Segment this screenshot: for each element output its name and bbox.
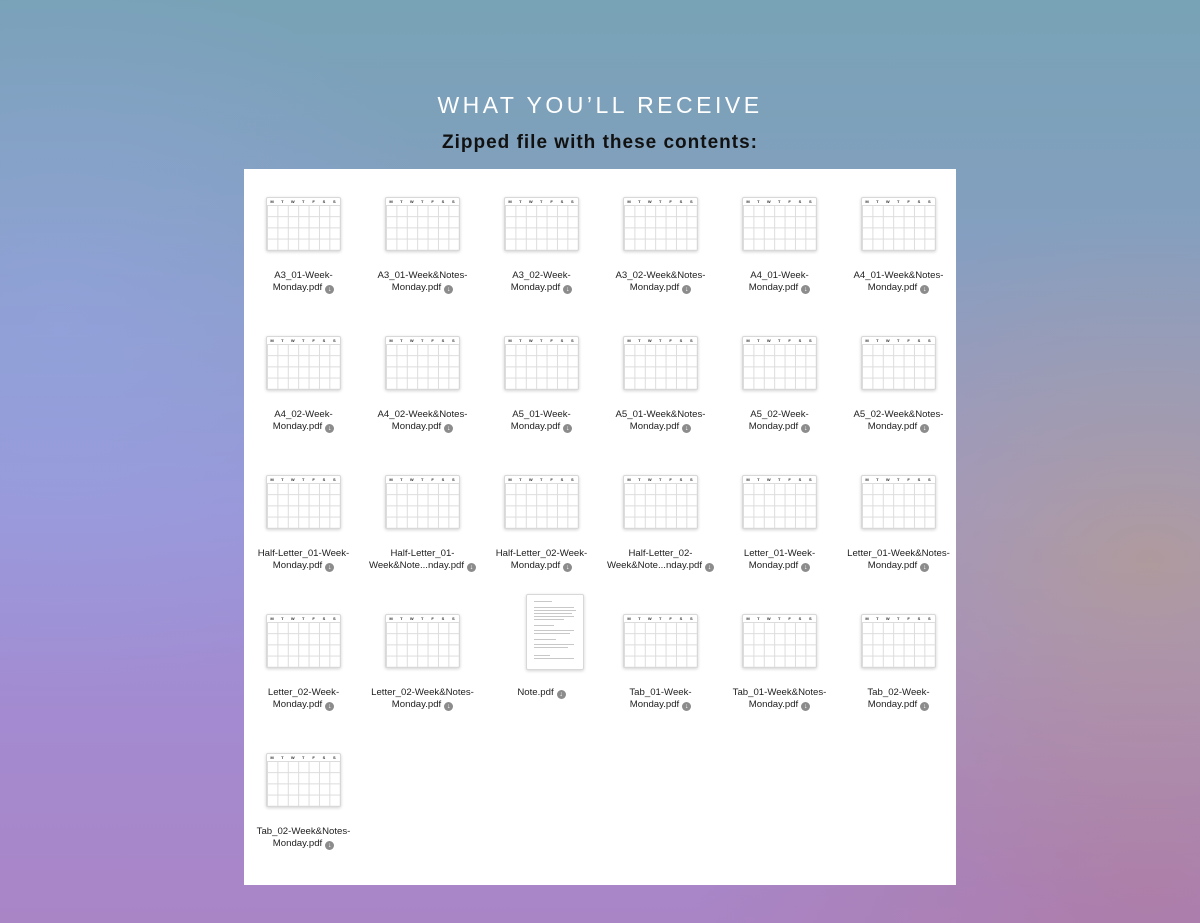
file-name-line: Note.pdf ↓	[472, 687, 611, 699]
download-icon: ↓	[325, 424, 334, 433]
file-name-line: Monday.pdf	[867, 421, 918, 432]
download-icon: ↓	[920, 424, 929, 433]
file-thumbnail: M T W T F S S	[623, 197, 698, 251]
file-item[interactable]	[244, 725, 363, 864]
file-name	[829, 548, 968, 572]
file-name-line: A5_02-Week&Notes-	[853, 409, 944, 420]
download-icon: ↓	[682, 285, 691, 294]
file-thumbnail: M T W T F S S	[623, 336, 698, 390]
file-item[interactable]	[482, 169, 601, 308]
file-name-line: Monday.pdf	[391, 699, 442, 710]
file-name-line: Letter_02-Week&Notes-	[371, 687, 474, 698]
download-icon: ↓	[920, 702, 929, 711]
file-name-line: A3_02-Week-	[512, 270, 571, 281]
download-icon: ↓	[682, 702, 691, 711]
file-name-line: Monday.pdf	[867, 282, 918, 293]
file-name-line: Tab_01-Week&Notes-	[732, 687, 827, 698]
file-name-line: A5_01-Week&Notes-	[615, 409, 706, 420]
file-name-line: Half-Letter_02-Week-	[495, 548, 588, 559]
download-icon: ↓	[444, 424, 453, 433]
download-icon: ↓	[705, 563, 714, 572]
file-name-line: Tab_02-Week&Notes-	[256, 826, 351, 837]
page-subtitle: Zipped file with these contents:	[442, 132, 758, 153]
file-thumbnail	[526, 594, 584, 670]
file-thumbnail: M T W T F S S	[623, 614, 698, 668]
file-item[interactable]	[482, 447, 601, 586]
file-name	[829, 409, 968, 433]
file-thumbnail: M T W T F S S	[504, 336, 579, 390]
file-name	[234, 826, 373, 850]
download-icon: ↓	[920, 285, 929, 294]
file-name-line: Tab_01-Week-	[629, 687, 692, 698]
file-name-line: Monday.pdf	[748, 421, 799, 432]
file-name-line: Monday.pdf	[748, 282, 799, 293]
file-name-line: Monday.pdf	[629, 699, 680, 710]
download-icon: ↓	[801, 285, 810, 294]
file-item[interactable]	[839, 447, 958, 586]
file-name	[829, 270, 968, 294]
file-item[interactable]	[244, 447, 363, 586]
file-item[interactable]	[720, 586, 839, 725]
download-icon: ↓	[563, 424, 572, 433]
file-name-line: Monday.pdf	[510, 282, 561, 293]
download-icon: ↓	[563, 563, 572, 572]
file-name-line: A3_01-Week-	[274, 270, 333, 281]
file-thumbnail: M T W T F S S	[266, 475, 341, 529]
download-icon: ↓	[682, 424, 691, 433]
file-item[interactable]	[601, 447, 720, 586]
file-thumbnail: M T W T F S S	[623, 475, 698, 529]
file-item[interactable]	[244, 586, 363, 725]
file-item[interactable]	[720, 308, 839, 447]
file-thumbnail: M T W T F S S	[385, 197, 460, 251]
file-thumbnail: M T W T F S S	[504, 197, 579, 251]
file-name-line: A3_01-Week&Notes-	[377, 270, 468, 281]
file-name-line: A3_02-Week&Notes-	[615, 270, 706, 281]
file-name-line: Week&Note...nday.pdf	[368, 560, 465, 571]
file-name-line: A4_01-Week&Notes-	[853, 270, 944, 281]
download-icon: ↓	[557, 690, 566, 699]
file-item[interactable]	[244, 169, 363, 308]
file-name-line: Monday.pdf	[510, 421, 561, 432]
file-thumbnail: M T W T F S S	[742, 614, 817, 668]
file-name	[829, 687, 968, 711]
file-name-line: Monday.pdf	[510, 560, 561, 571]
file-item[interactable]	[720, 169, 839, 308]
download-icon: ↓	[325, 563, 334, 572]
file-item[interactable]	[482, 308, 601, 447]
file-name-line: Monday.pdf	[629, 282, 680, 293]
file-thumbnail: M T W T F S S	[385, 336, 460, 390]
file-name-line: Monday.pdf	[748, 699, 799, 710]
file-name-line: Monday.pdf	[272, 282, 323, 293]
file-name-line: Monday.pdf	[867, 560, 918, 571]
file-thumbnail: M T W T F S S	[266, 753, 341, 807]
download-icon: ↓	[801, 563, 810, 572]
file-name-line: Monday.pdf	[391, 421, 442, 432]
file-item[interactable]	[482, 586, 601, 725]
file-thumbnail: M T W T F S S	[266, 614, 341, 668]
file-name-line: Half-Letter_01-	[390, 548, 455, 559]
download-icon: ↓	[325, 702, 334, 711]
download-icon: ↓	[444, 702, 453, 711]
file-name-line: A4_01-Week-	[750, 270, 809, 281]
file-name-line: Monday.pdf	[629, 421, 680, 432]
file-name-line: Monday.pdf	[272, 421, 323, 432]
file-item[interactable]	[839, 169, 958, 308]
file-item[interactable]	[363, 169, 482, 308]
download-icon: ↓	[563, 285, 572, 294]
download-icon: ↓	[801, 702, 810, 711]
file-item[interactable]	[601, 169, 720, 308]
file-name-line: Week&Note...nday.pdf	[606, 560, 703, 571]
file-name-line: Monday.pdf	[391, 282, 442, 293]
file-thumbnail: M T W T F S S	[861, 336, 936, 390]
file-thumbnail: M T W T F S S	[266, 336, 341, 390]
download-icon: ↓	[325, 285, 334, 294]
file-item[interactable]	[839, 308, 958, 447]
download-icon: ↓	[325, 841, 334, 850]
file-thumbnail: M T W T F S S	[861, 475, 936, 529]
file-name-line: Monday.pdf	[867, 699, 918, 710]
file-item[interactable]	[601, 586, 720, 725]
file-thumbnail: M T W T F S S	[861, 197, 936, 251]
file-name-line: A5_02-Week-	[750, 409, 809, 420]
file-name-line: Monday.pdf	[272, 838, 323, 849]
file-name-line: A4_02-Week-	[274, 409, 333, 420]
file-thumbnail: M T W T F S S	[861, 614, 936, 668]
file-name-line: Letter_01-Week&Notes-	[847, 548, 950, 559]
file-item[interactable]	[601, 308, 720, 447]
file-name-line: Monday.pdf	[748, 560, 799, 571]
file-browser-panel	[244, 169, 956, 885]
file-thumbnail: M T W T F S S	[742, 197, 817, 251]
file-name-line: Letter_01-Week-	[743, 548, 816, 559]
file-item[interactable]	[720, 447, 839, 586]
file-name-line: Half-Letter_02-	[628, 548, 693, 559]
file-item[interactable]	[244, 308, 363, 447]
file-thumbnail: M T W T F S S	[385, 614, 460, 668]
download-icon: ↓	[467, 563, 476, 572]
download-icon: ↓	[444, 285, 453, 294]
file-item[interactable]	[363, 586, 482, 725]
page-title: WHAT YOU’LL RECEIVE	[437, 92, 763, 118]
file-name-line: Half-Letter_01-Week-	[257, 548, 350, 559]
file-item[interactable]	[363, 308, 482, 447]
file-thumbnail: M T W T F S S	[385, 475, 460, 529]
file-name-line: Tab_02-Week-	[867, 687, 930, 698]
file-thumbnail: M T W T F S S	[266, 197, 341, 251]
download-icon: ↓	[801, 424, 810, 433]
file-grid	[244, 169, 956, 885]
file-item[interactable]	[839, 586, 958, 725]
file-name-line: A5_01-Week-	[512, 409, 571, 420]
file-item[interactable]	[363, 447, 482, 586]
file-name-line: Letter_02-Week-	[267, 687, 340, 698]
file-name-line: Monday.pdf	[272, 560, 323, 571]
file-name-line: Monday.pdf	[272, 699, 323, 710]
file-thumbnail: M T W T F S S	[742, 475, 817, 529]
download-icon: ↓	[920, 563, 929, 572]
file-name-line: A4_02-Week&Notes-	[377, 409, 468, 420]
file-thumbnail: M T W T F S S	[742, 336, 817, 390]
file-thumbnail: M T W T F S S	[504, 475, 579, 529]
